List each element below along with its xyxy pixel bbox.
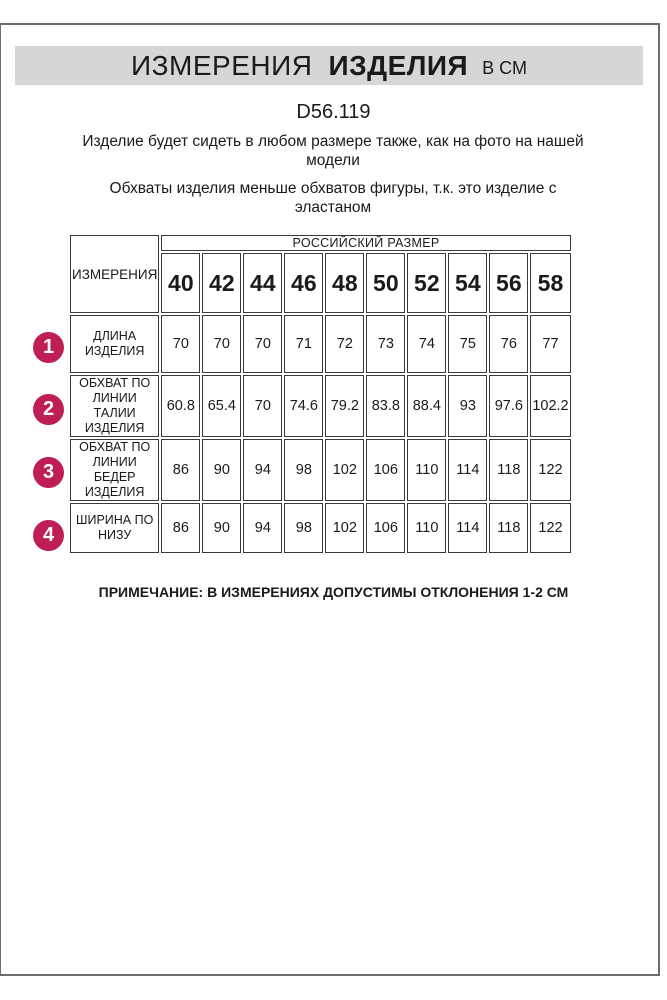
size-header: 46 bbox=[284, 253, 323, 313]
table-row-length bbox=[70, 315, 571, 373]
table-cell: 94 bbox=[243, 503, 282, 553]
size-header: 56 bbox=[489, 253, 528, 313]
table-row-hips bbox=[70, 439, 571, 501]
table-cell: 75 bbox=[448, 315, 487, 373]
table-cell: 73 bbox=[366, 315, 405, 373]
row-marker-badge-4: 4 bbox=[33, 520, 64, 551]
table-row-waist bbox=[70, 375, 571, 437]
table-cell: 70 bbox=[161, 315, 200, 373]
size-header: 40 bbox=[161, 253, 200, 313]
note-text: ПРИМЕЧАНИЕ: В ИЗМЕРЕНИЯХ ДОПУСТИМЫ ОТКЛОНЕНИЯ 1-2 СМ bbox=[98, 584, 569, 600]
size-header: 42 bbox=[202, 253, 241, 313]
table-cell: 118 bbox=[489, 439, 528, 501]
table-cell: 110 bbox=[407, 439, 446, 501]
title-main: ИЗМЕРЕНИЯ bbox=[131, 49, 313, 81]
table-cell: 70 bbox=[243, 315, 282, 373]
table-cell: 122 bbox=[530, 503, 570, 553]
product-code: D56.119 bbox=[296, 101, 371, 123]
table-row-bottom-width bbox=[70, 503, 571, 553]
table-cell: 88.4 bbox=[407, 375, 446, 437]
table-cell: 106 bbox=[366, 439, 405, 501]
size-header: 44 bbox=[243, 253, 282, 313]
size-header: 52 bbox=[407, 253, 446, 313]
intro-paragraph-fit bbox=[63, 132, 603, 170]
row-label: ОБХВАТ ПО ЛИНИИ ТАЛИИ ИЗДЕЛИЯ bbox=[70, 375, 159, 437]
table-cell: 79.2 bbox=[325, 375, 364, 437]
table-cell: 102 bbox=[325, 503, 364, 553]
table-cell: 110 bbox=[407, 503, 446, 553]
title-banner bbox=[15, 46, 643, 85]
row-marker-badge-1: 1 bbox=[33, 332, 64, 363]
table-cell: 86 bbox=[161, 439, 200, 501]
row-label: ДЛИНА ИЗДЕЛИЯ bbox=[70, 315, 159, 373]
table-cell: 70 bbox=[243, 375, 282, 437]
intro-paragraph-elastane-line1: Обхваты изделия меньше обхватов фигуры, т.к. это изделие с bbox=[109, 180, 557, 197]
table-cell: 106 bbox=[366, 503, 405, 553]
table-cell: 86 bbox=[161, 503, 200, 553]
table-cell: 60.8 bbox=[161, 375, 200, 437]
size-header: 58 bbox=[530, 253, 570, 313]
intro-paragraph-fit-line2: модели bbox=[306, 152, 360, 169]
table-cell: 90 bbox=[202, 439, 241, 501]
table-cell: 114 bbox=[448, 439, 487, 501]
table-cell: 118 bbox=[489, 503, 528, 553]
table-cell: 76 bbox=[489, 315, 528, 373]
table-cell: 90 bbox=[202, 503, 241, 553]
table-cell: 98 bbox=[284, 503, 323, 553]
table-cell: 70 bbox=[202, 315, 241, 373]
row-label: ОБХВАТ ПО ЛИНИИ БЕДЕР ИЗДЕЛИЯ bbox=[70, 439, 159, 501]
title-emphasis: ИЗДЕЛИЯ bbox=[328, 49, 469, 81]
title-unit: В СМ bbox=[482, 58, 527, 78]
table-cell: 102 bbox=[325, 439, 364, 501]
table-cell: 74.6 bbox=[284, 375, 323, 437]
table-cell: 94 bbox=[243, 439, 282, 501]
size-header: 54 bbox=[448, 253, 487, 313]
table-cell: 98 bbox=[284, 439, 323, 501]
table-cell: 102.2 bbox=[530, 375, 570, 437]
size-header: 50 bbox=[366, 253, 405, 313]
table-cell: 93 bbox=[448, 375, 487, 437]
table-header-group-row bbox=[70, 235, 571, 251]
table-cell: 71 bbox=[284, 315, 323, 373]
table-group-header: РОССИЙСКИЙ РАЗМЕР bbox=[161, 235, 570, 251]
table-cell: 97.6 bbox=[489, 375, 528, 437]
table-cell: 114 bbox=[448, 503, 487, 553]
intro-paragraph-fit-line1: Изделие будет сидеть в любом размере также, как на фото на нашей bbox=[82, 133, 584, 150]
table-corner-label: ИЗМЕРЕНИЯ bbox=[70, 235, 159, 313]
intro-paragraph-elastane bbox=[63, 179, 603, 217]
size-header: 48 bbox=[325, 253, 364, 313]
table-cell: 65.4 bbox=[202, 375, 241, 437]
table-cell: 83.8 bbox=[366, 375, 405, 437]
row-marker-badge-3: 3 bbox=[33, 457, 64, 488]
row-marker-badge-2: 2 bbox=[33, 394, 64, 425]
table-cell: 74 bbox=[407, 315, 446, 373]
table-cell: 72 bbox=[325, 315, 364, 373]
row-label: ШИРИНА ПО НИЗУ bbox=[70, 503, 159, 553]
size-table bbox=[68, 233, 573, 555]
intro-paragraph-elastane-line2: эластаном bbox=[294, 199, 372, 216]
table-cell: 77 bbox=[530, 315, 570, 373]
table-cell: 122 bbox=[530, 439, 570, 501]
